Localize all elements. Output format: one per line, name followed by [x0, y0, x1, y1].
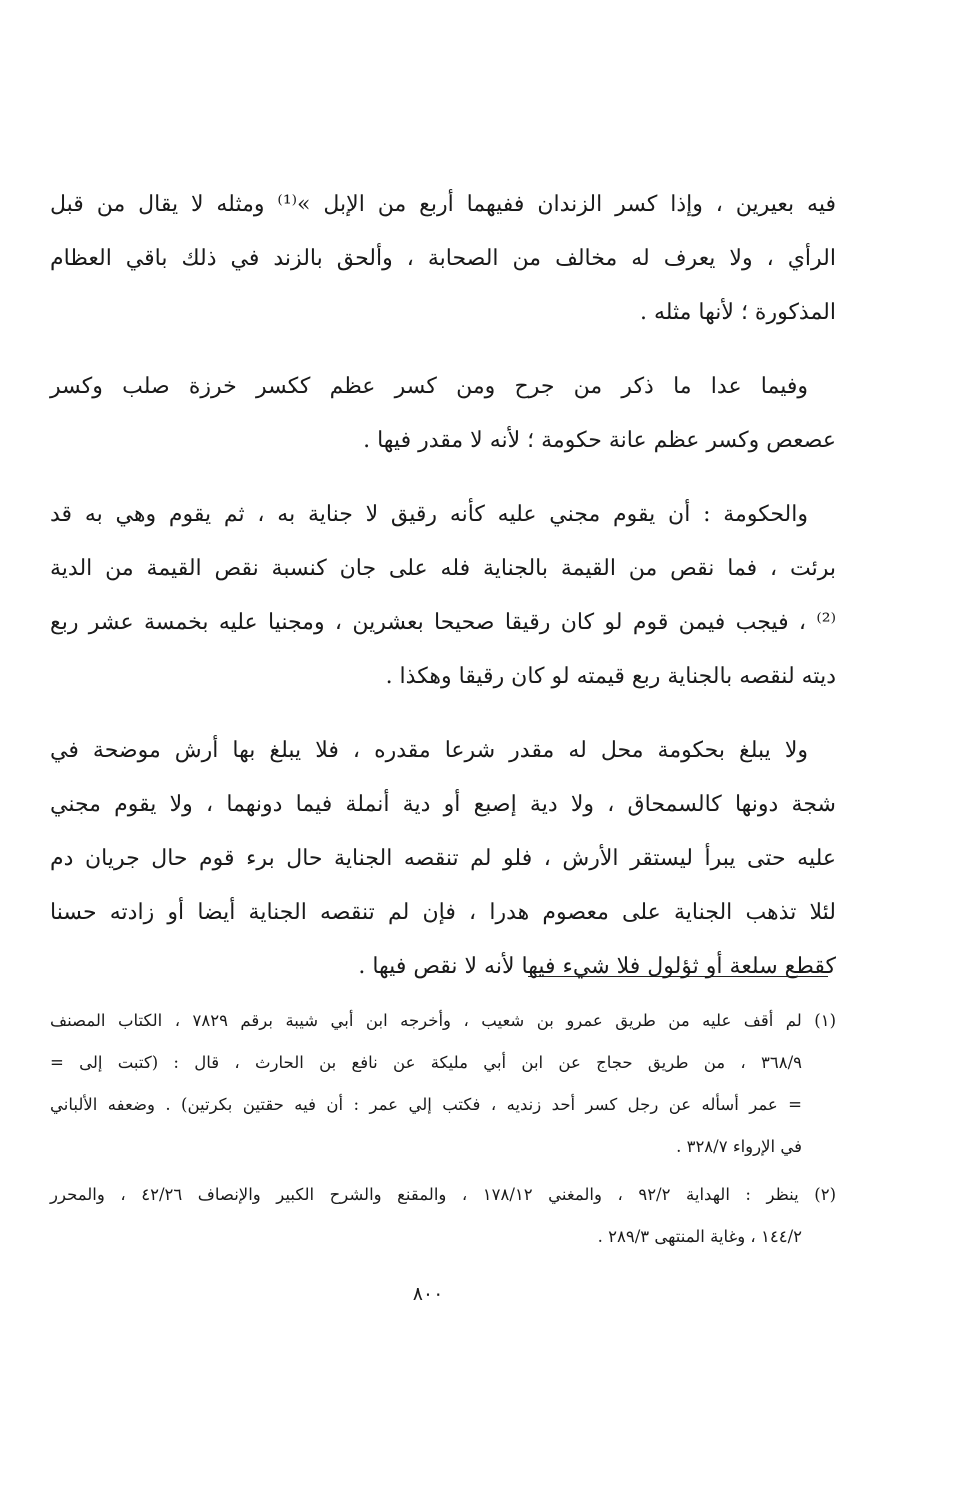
text-line: ولا يبلغ بحكومة محل له مقدر شرعا مقدره ، فلا يبلغ بها أرش موضحة في — [50, 738, 808, 763]
footnote-line: (١) لم أقف عليه من طريق عمرو بن شعيب ، وأخرجه ابن أبي شيبة برقم ٧٨٢٩ ، الكتاب المصنف — [50, 1011, 836, 1030]
paragraph-3 — [50, 488, 836, 704]
text-line: ⁽²⁾ ، فيجب فيمن قوم لو كان رقيقا صحيحا بعشرين ، ومجنيا عليه بخمسة عشر ربع — [50, 610, 836, 635]
text-line: ديته لنقصه بالجناية ربع قيمته لو كان رقيقا وهكذا . — [385, 664, 836, 689]
footnotes — [50, 1000, 836, 1264]
footnote-1 — [50, 1000, 836, 1168]
footnote-2 — [50, 1174, 836, 1258]
footnote-line: ٣٦٨/٩ ، من طريق حجاج عن ابن أبي مليكة عن نافع بن الحارث ، قال : (كتبت إلى = — [50, 1053, 802, 1072]
text-line: عليه حتى يبرأ ليستقر الأرش ، فلو لم تنقصه الجناية حال برء قوم حال جريان دم — [50, 846, 836, 871]
text-line: لئلا تذهب الجناية على معصوم هدرا ، فإن لم تنقصه الجناية أيضا أو زادته حسنا — [50, 900, 836, 925]
paragraph-1 — [50, 178, 836, 340]
main-text — [50, 178, 836, 1014]
text-line: فيه بعيرين ، وإذا كسر الزندان ففيهما أربع من الإبل »⁽¹⁾ ومثله لا يقال من قبل — [50, 192, 836, 217]
text-line: وفيما عدا ما ذكر من جرح ومن كسر عظم ككسر خرزة صلب وكسر — [50, 374, 808, 399]
footnote-line: = عمر أسأله عن رجل كسر أحد زنديه ، فكتب إلي عمر : أن فيه حقتين بكرتين) . وضعفه الألباني — [50, 1095, 802, 1114]
text-line: عصعص وكسر عظم عانة حكومة ؛ لأنه لا مقدر فيها . — [363, 428, 836, 453]
footnote-line: ١٤٤/٢ ، وغاية المنتهى ٢٨٩/٣ . — [597, 1227, 802, 1246]
text-line: الرأي ، ولا يعرف له مخالف من الصحابة ، وألحق بالزند في ذلك باقي العظام — [50, 246, 836, 271]
footnote-line: (٢) ينظر : الهداية ٩٢/٢ ، والمغني ١٧٨/١٢ ، والمقنع والشرح الكبير والإنصاف ٤٢/٢٦ ، والمحرر — [50, 1185, 836, 1204]
footnote-line: في الإرواء ٣٢٨/٧ . — [676, 1137, 802, 1156]
page-number: ٨٠٠ — [412, 1283, 444, 1305]
text-line: برئت ، فما نقص من القيمة بالجناية فله على جان كنسبة نقص القيمة من الدية — [50, 556, 836, 581]
paragraph-2 — [50, 360, 836, 468]
footnote-separator — [528, 976, 828, 977]
text-line: والحكومة : أن يقوم مجني عليه كأنه رقيق لا جناية به ، ثم يقوم وهي به قد — [50, 502, 808, 527]
text-line: شجة دونها كالسمحاق ، ولا دية إصبع أو دية أنملة فيما دونهما ، ولا يقوم مجني — [50, 792, 836, 817]
text-line: كقطع سلعة أو ثؤلول فلا شيء فيها لأنه لا نقص فيها . — [358, 954, 836, 979]
paragraph-4 — [50, 724, 836, 994]
text-line: المذكورة ؛ لأنها مثله . — [639, 300, 836, 325]
